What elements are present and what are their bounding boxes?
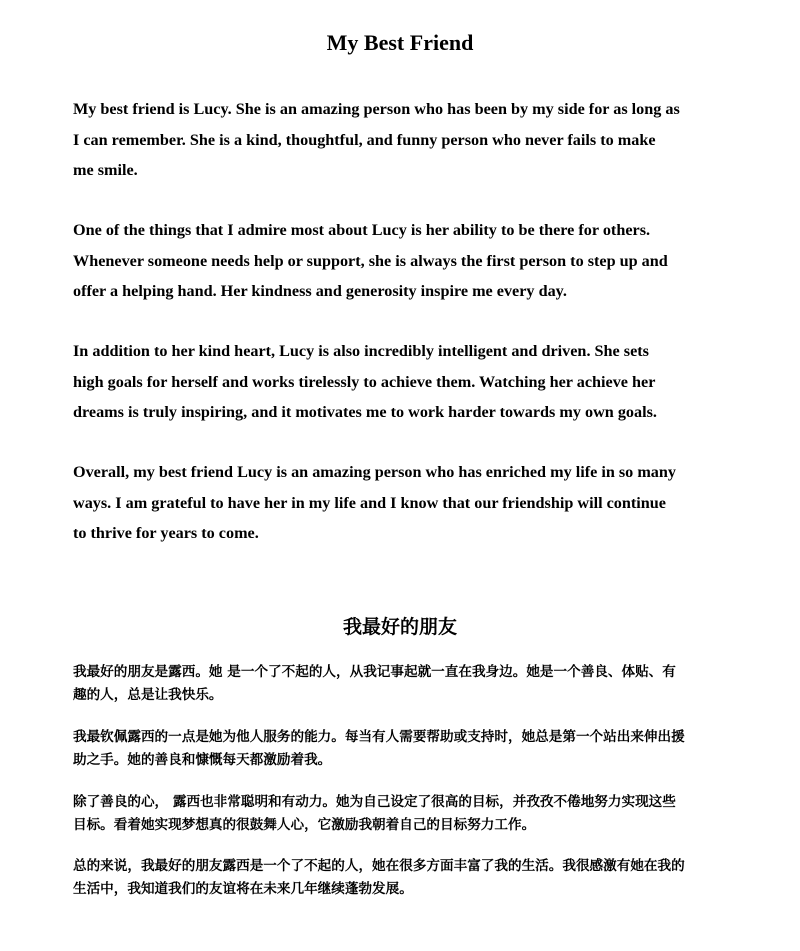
english-paragraph-4 — [73, 457, 743, 549]
chinese-paragraph-4 — [73, 855, 743, 901]
text-line: 总的来说，我最好的朋友露西是一个了不起的人，她在很多方面丰富了我的生活。我很感激有她在我的 — [73, 858, 685, 874]
text-line: Overall, my best friend Lucy is an amazing person who has enriched my life in so many — [73, 463, 676, 481]
text-line: In addition to her kind heart, Lucy is also incredibly intelligent and driven. She sets — [73, 342, 649, 360]
chinese-paragraph-1 — [73, 661, 743, 707]
text-line: high goals for herself and works tirelessly to achieve them. Watching her achieve her — [73, 372, 656, 391]
chinese-title: 我最好的朋友 — [342, 616, 457, 638]
text-line: dreams is truly inspiring, and it motivates me to work harder towards my own goals. — [73, 403, 657, 421]
text-line: 我最钦佩露西的一点是她为他人服务的能力。每当有人需要帮助或支持时，她总是第一个站出来伸出援 — [73, 729, 685, 745]
text-line: My best friend is Lucy. She is an amazing person who has been by my side for as long as — [73, 100, 680, 118]
text-line: ways. I am grateful to have her in my life and I know that our friendship will continue — [73, 493, 666, 512]
text-line: I can remember. She is a kind, thoughtful, and funny person who never fails to make — [73, 130, 656, 149]
chinese-paragraph-2 — [73, 726, 743, 772]
text-line: offer a helping hand. Her kindness and generosity inspire me every day. — [73, 282, 567, 300]
text-line: 生活中，我知道我们的友谊将在未来几年继续蓬勃发展。 — [73, 881, 413, 897]
chinese-paragraph-3 — [73, 791, 743, 837]
english-paragraph-3 — [73, 336, 743, 428]
text-line: 除了善良的心， 露西也非常聪明和有动力。她为自己设定了很高的目标，并孜孜不倦地努力实现这些 — [73, 794, 676, 810]
text-line: me smile. — [73, 161, 138, 179]
text-line: 我最好的朋友是露西。她 是一个了不起的人，从我记事起就一直在我身边。她是一个善良、体贴、有 — [73, 664, 676, 680]
text-line: Whenever someone needs help or support, she is always the first person to step up and — [73, 251, 668, 270]
english-paragraph-1 — [73, 94, 743, 186]
text-line: 助之手。她的善良和慷慨每天都激励着我。 — [73, 752, 332, 768]
text-line: 趣的人，总是让我快乐。 — [73, 687, 223, 703]
english-paragraph-2 — [73, 215, 743, 307]
english-title: My Best Friend — [326, 30, 474, 55]
text-line: One of the things that I admire most about Lucy is her ability to be there for others. — [73, 221, 651, 239]
text-line: to thrive for years to come. — [73, 524, 259, 542]
text-line: 目标。看着她实现梦想真的很鼓舞人心，它激励我朝着自己的目标努力工作。 — [73, 817, 536, 833]
